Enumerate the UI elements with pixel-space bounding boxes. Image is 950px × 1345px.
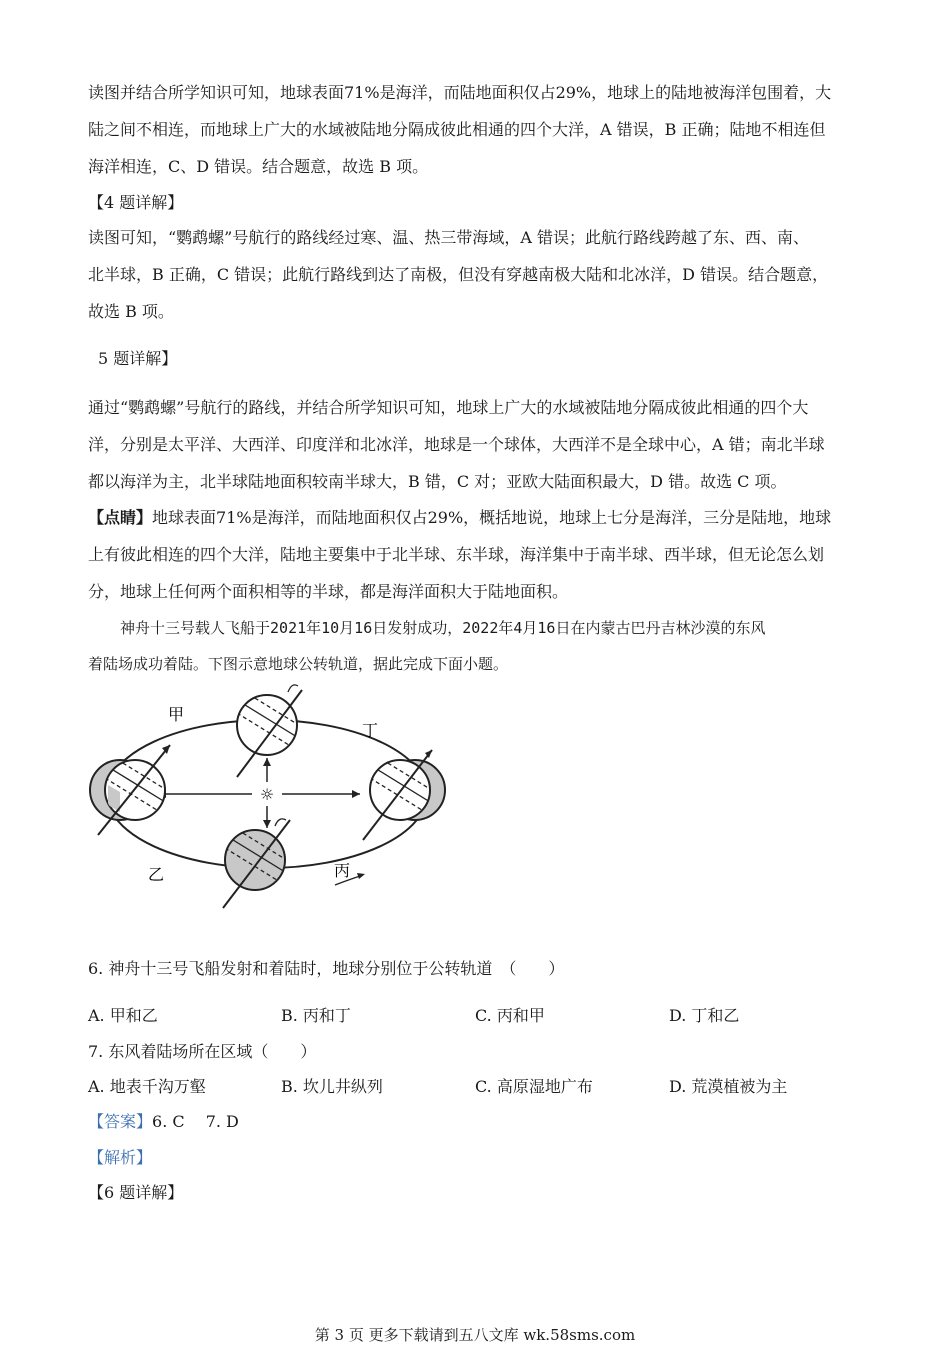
earth-top (237, 695, 297, 755)
dianjing-line-2: 上有彼此相连的四个大洋，陆地主要集中于北半球、东半球，海洋集中于南半球、西半球，但无论怎么划 (88, 545, 825, 564)
q4-heading: 【4 题详解】 (88, 193, 184, 212)
arrowhead-right (352, 790, 360, 798)
earth-bottom-rotation (275, 819, 286, 826)
earth-top-rotation (288, 685, 298, 692)
q6-option-a: A. 甲和乙 (88, 1006, 158, 1025)
analysis-label: 【解析】 (88, 1148, 153, 1167)
page-footer: 第 3 页 更多下载请到五八文库 wk.58sms.com (314, 1326, 636, 1344)
para4-line-2: 北半球，B 正确，C 错误；此航行路线到达了南极，但没有穿越南极大陆和北冰洋，D 错误。结合题意， (88, 265, 829, 284)
para4-line-3: 故选 B 项。 (88, 302, 174, 321)
q6-stem: 6. 神舟十三号飞船发射和着陆时，地球分别位于公转轨道 （ ） (88, 959, 565, 978)
q6-option-b: B. 丙和丁 (281, 1006, 351, 1025)
q7-option-d: D. 荒漠植被为主 (669, 1077, 788, 1096)
dianjing-line-1 (88, 508, 831, 528)
dianjing-line-3: 分，地球上任何两个面积相等的半球，都是海洋面积大于陆地面积。 (88, 582, 569, 601)
answer-label: 【答案】 (88, 1112, 153, 1131)
para5-line-3: 都以海洋为主，北半球陆地面积较南半球大，B 错，C 对；亚欧大陆面积最大，D 错。故选 C 项。 (88, 472, 787, 491)
para5-line-2: 洋，分别是太平洋、大西洋、印度洋和北冰洋，地球是一个球体，大西洋不是全球中心，A 错；南北半球 (88, 435, 825, 454)
label-ding: 丁 (362, 721, 379, 740)
q7-option-b: B. 坎儿井纵列 (281, 1077, 383, 1096)
answer-text: 6. C 7. D (152, 1112, 239, 1131)
para3-line-2: 陆之间不相连，而地球上广大的水域被陆地分隔成彼此相通的四个大洋，A 错误，B 正确；陆地不相连但 (88, 120, 826, 139)
sun-symbol: ☼ (259, 785, 275, 804)
dianjing-text-1: 地球表面71%是海洋，而陆地面积仅占29%，概括地说，地球上七分是海洋，三分是陆地，地球 (152, 508, 832, 527)
q7-option-a: A. 地表千沟万壑 (88, 1077, 206, 1096)
earth-orbit-diagram (80, 680, 450, 912)
arrowhead-top (263, 758, 271, 766)
para4-line-1: 读图可知，“鹦鹉螺”号航行的路线经过寒、温、热三带海域，A 错误；此航行路线跨越了东、西、南、 (88, 228, 810, 247)
earth-right (370, 760, 430, 820)
q7-option-c: C. 高原湿地广布 (475, 1077, 593, 1096)
dianjing-label: 【点睛】 (88, 508, 153, 527)
para3-line-3: 海洋相连，C、D 错误。结合题意，故选 B 项。 (88, 157, 429, 176)
para5-line-1: 通过“鹦鹉螺”号航行的路线，并结合所学知识可知，地球上广大的水域被陆地分隔成彼此相通的四个大 (88, 398, 809, 417)
q6-heading: 【6 题详解】 (88, 1183, 184, 1202)
arrowhead-bottom (263, 820, 271, 828)
intro-line-2: 着陆场成功着陆。下图示意地球公转轨道，据此完成下面小题。 (88, 655, 509, 673)
para3-line-1: 读图并结合所学知识可知，地球表面71%是海洋，而陆地面积仅占29%，地球上的陆地被海洋包围着，大 (88, 83, 832, 102)
label-jia: 甲 (168, 705, 185, 724)
orbit-direction-arrowhead (357, 873, 365, 879)
q6-option-d: D. 丁和乙 (669, 1006, 740, 1025)
q7-stem: 7. 东风着陆场所在区域（ ） (88, 1042, 317, 1061)
answer-line (88, 1112, 239, 1132)
q5-heading: 5 题详解】 (98, 349, 178, 368)
label-yi: 乙 (148, 865, 165, 884)
label-bing: 丙 (334, 861, 351, 880)
q6-option-c: C. 丙和甲 (475, 1006, 545, 1025)
intro-line-1: 神舟十三号载人飞船于2021年10月16日发射成功，2022年4月16日在内蒙古巴丹吉林沙漠的东风 (120, 619, 766, 637)
